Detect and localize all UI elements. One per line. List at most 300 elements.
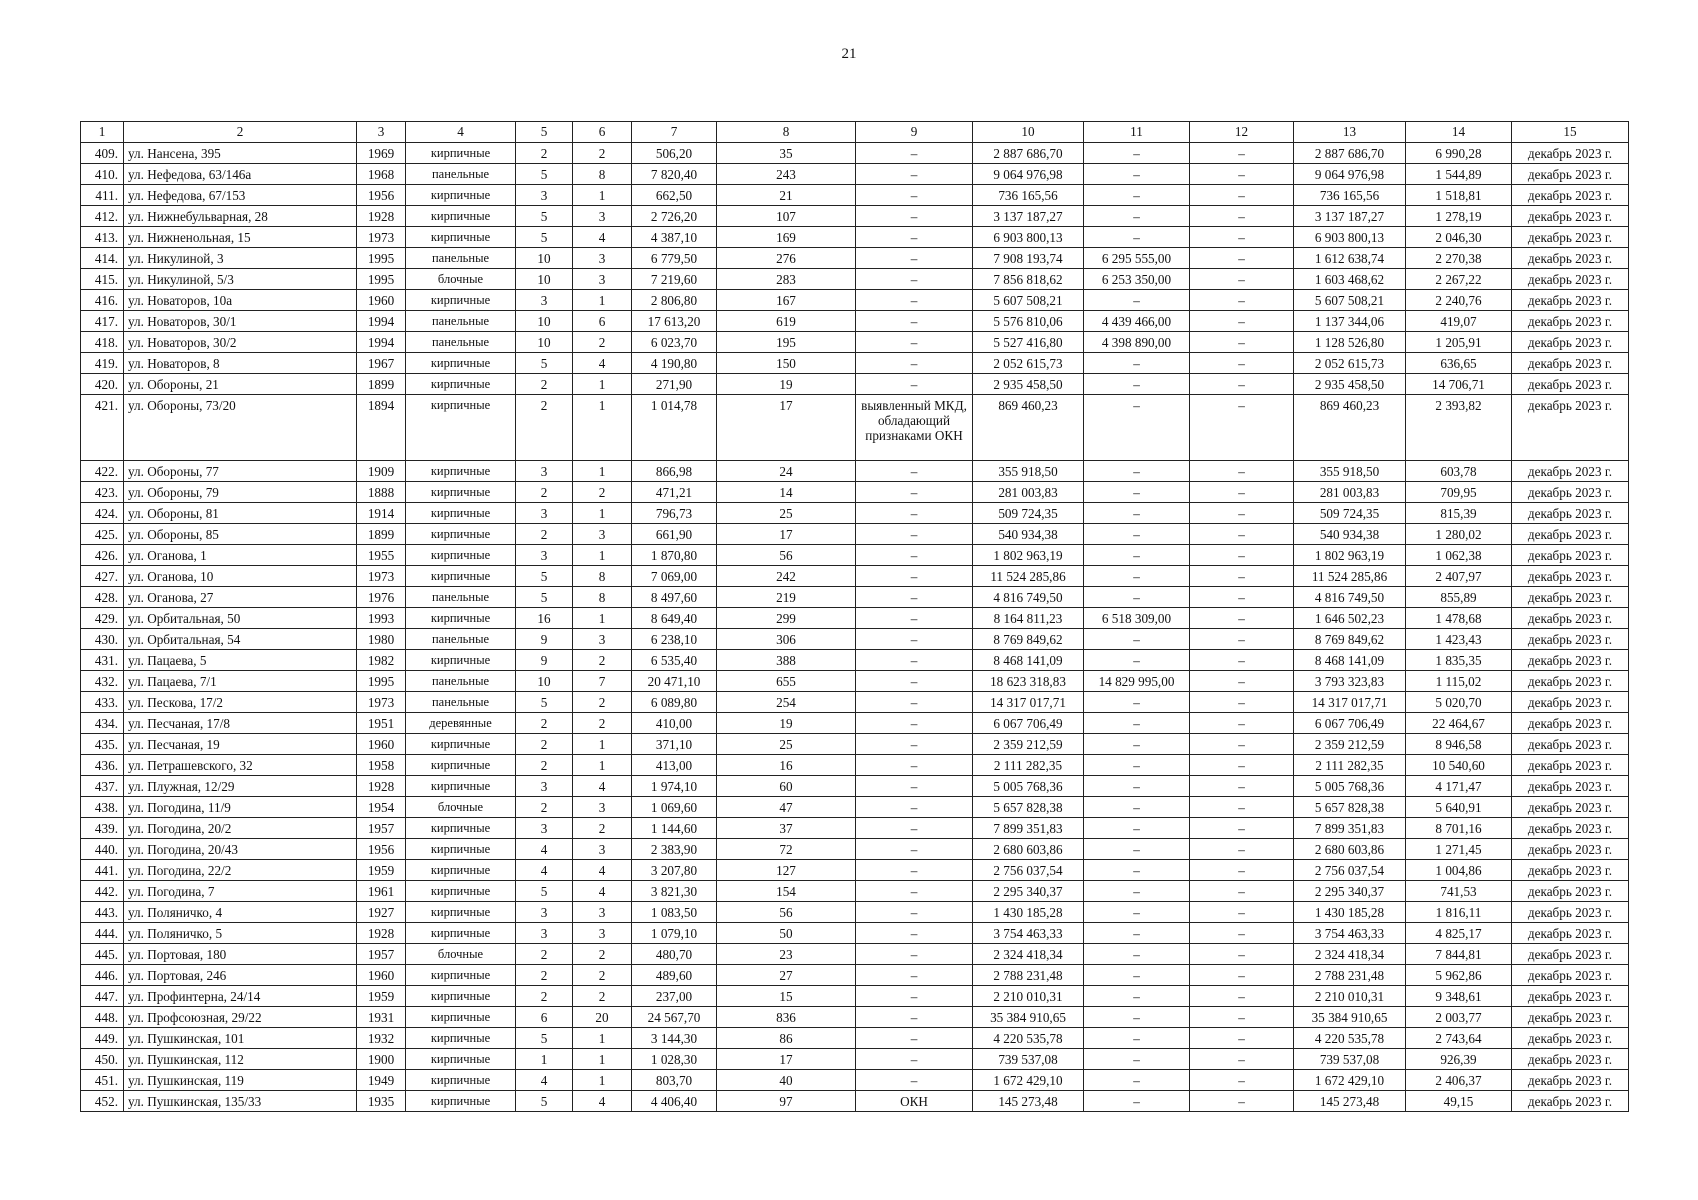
table-cell-col-2: ул. Нижненольная, 15 xyxy=(124,227,357,248)
table-cell-col-4: панельные xyxy=(406,587,516,608)
table-cell-col-10: 7 856 818,62 xyxy=(973,269,1084,290)
table-cell-col-1: 452. xyxy=(81,1091,124,1112)
table-cell-col-13: 8 769 849,62 xyxy=(1294,629,1406,650)
table-cell-col-3: 1928 xyxy=(357,923,406,944)
table-cell-col-9: – xyxy=(856,248,973,269)
table-cell-col-4: панельные xyxy=(406,629,516,650)
table-cell-col-10: 2 324 418,34 xyxy=(973,944,1084,965)
table-cell-col-12: – xyxy=(1190,374,1294,395)
table-cell-col-14: 9 348,61 xyxy=(1406,986,1512,1007)
table-cell-col-4: панельные xyxy=(406,248,516,269)
table-cell-col-2: ул. Новаторов, 30/1 xyxy=(124,311,357,332)
table-cell-col-4: кирпичные xyxy=(406,374,516,395)
table-cell-col-8: 19 xyxy=(717,374,856,395)
table-cell-col-9: – xyxy=(856,143,973,164)
table-cell-col-14: 2 267,22 xyxy=(1406,269,1512,290)
table-cell-col-6: 4 xyxy=(573,1091,632,1112)
table-cell-col-12: – xyxy=(1190,755,1294,776)
table-cell-col-10: 145 273,48 xyxy=(973,1091,1084,1112)
table-row xyxy=(81,524,1629,545)
table-cell-col-12: – xyxy=(1190,143,1294,164)
table-cell-col-2: ул. Никулиной, 5/3 xyxy=(124,269,357,290)
table-cell-col-1: 423. xyxy=(81,482,124,503)
table-cell-col-14: 1 544,89 xyxy=(1406,164,1512,185)
table-cell-col-6: 3 xyxy=(573,923,632,944)
table-cell-col-4: кирпичные xyxy=(406,524,516,545)
table-cell-col-7: 2 806,80 xyxy=(632,290,717,311)
table-cell-col-12: – xyxy=(1190,332,1294,353)
table-row xyxy=(81,629,1629,650)
table-cell-col-5: 2 xyxy=(516,944,573,965)
table-row xyxy=(81,227,1629,248)
table-cell-col-3: 1955 xyxy=(357,545,406,566)
table-cell-col-13: 739 537,08 xyxy=(1294,1049,1406,1070)
column-header-4: 4 xyxy=(406,122,516,143)
table-cell-col-9: – xyxy=(856,965,973,986)
table-cell-col-2: ул. Песчаная, 19 xyxy=(124,734,357,755)
table-cell-col-10: 869 460,23 xyxy=(973,395,1084,461)
table-cell-col-9: – xyxy=(856,944,973,965)
table-cell-col-13: 4 220 535,78 xyxy=(1294,1028,1406,1049)
table-cell-col-3: 1900 xyxy=(357,1049,406,1070)
table-cell-col-9: – xyxy=(856,566,973,587)
table-cell-col-14: 2 003,77 xyxy=(1406,1007,1512,1028)
table-cell-col-3: 1982 xyxy=(357,650,406,671)
table-cell-col-13: 5 607 508,21 xyxy=(1294,290,1406,311)
table-row xyxy=(81,755,1629,776)
table-cell-col-12: – xyxy=(1190,881,1294,902)
table-cell-col-2: ул. Пацаева, 7/1 xyxy=(124,671,357,692)
table-cell-col-10: 18 623 318,83 xyxy=(973,671,1084,692)
table-cell-col-7: 1 028,30 xyxy=(632,1049,717,1070)
table-cell-col-9: – xyxy=(856,818,973,839)
table-cell-col-2: ул. Обороны, 79 xyxy=(124,482,357,503)
table-cell-col-2: ул. Обороны, 73/20 xyxy=(124,395,357,461)
table-cell-col-13: 5 657 828,38 xyxy=(1294,797,1406,818)
table-row xyxy=(81,839,1629,860)
table-cell-col-5: 3 xyxy=(516,818,573,839)
table-cell-col-4: кирпичные xyxy=(406,1028,516,1049)
table-cell-col-10: 5 607 508,21 xyxy=(973,290,1084,311)
table-cell-col-1: 445. xyxy=(81,944,124,965)
table-cell-col-6: 1 xyxy=(573,1028,632,1049)
table-cell-col-10: 5 527 416,80 xyxy=(973,332,1084,353)
table-cell-col-12: – xyxy=(1190,986,1294,1007)
table-cell-col-4: кирпичные xyxy=(406,461,516,482)
table-cell-col-2: ул. Обороны, 85 xyxy=(124,524,357,545)
table-cell-col-3: 1957 xyxy=(357,818,406,839)
table-cell-col-15: декабрь 2023 г. xyxy=(1512,755,1629,776)
table-cell-col-7: 371,10 xyxy=(632,734,717,755)
table-cell-col-12: – xyxy=(1190,269,1294,290)
table-cell-col-12: – xyxy=(1190,965,1294,986)
table-row xyxy=(81,503,1629,524)
table-cell-col-7: 1 069,60 xyxy=(632,797,717,818)
table-row xyxy=(81,1091,1629,1112)
table-cell-col-5: 2 xyxy=(516,482,573,503)
table-cell-col-4: панельные xyxy=(406,164,516,185)
table-cell-col-7: 237,00 xyxy=(632,986,717,1007)
table-cell-col-8: 40 xyxy=(717,1070,856,1091)
table-cell-col-2: ул. Пушкинская, 119 xyxy=(124,1070,357,1091)
table-cell-col-14: 709,95 xyxy=(1406,482,1512,503)
table-cell-col-12: – xyxy=(1190,311,1294,332)
table-cell-col-10: 2 210 010,31 xyxy=(973,986,1084,1007)
table-cell-col-5: 3 xyxy=(516,185,573,206)
table-cell-col-8: 619 xyxy=(717,311,856,332)
table-cell-col-11: – xyxy=(1084,566,1190,587)
table-cell-col-5: 5 xyxy=(516,587,573,608)
table-cell-col-2: ул. Пушкинская, 112 xyxy=(124,1049,357,1070)
table-cell-col-14: 1 518,81 xyxy=(1406,185,1512,206)
table-cell-col-5: 2 xyxy=(516,374,573,395)
table-cell-col-15: декабрь 2023 г. xyxy=(1512,671,1629,692)
table-cell-col-15: декабрь 2023 г. xyxy=(1512,923,1629,944)
table-row xyxy=(81,206,1629,227)
table-cell-col-7: 24 567,70 xyxy=(632,1007,717,1028)
table-cell-col-14: 1 205,91 xyxy=(1406,332,1512,353)
table-cell-col-3: 1935 xyxy=(357,1091,406,1112)
table-cell-col-13: 2 052 615,73 xyxy=(1294,353,1406,374)
table-cell-col-4: кирпичные xyxy=(406,650,516,671)
table-cell-col-5: 6 xyxy=(516,1007,573,1028)
table-cell-col-6: 8 xyxy=(573,587,632,608)
table-cell-col-11: – xyxy=(1084,881,1190,902)
table-cell-col-6: 1 xyxy=(573,395,632,461)
table-cell-col-14: 1 835,35 xyxy=(1406,650,1512,671)
table-cell-col-6: 2 xyxy=(573,692,632,713)
table-row xyxy=(81,1028,1629,1049)
table-cell-col-1: 415. xyxy=(81,269,124,290)
table-cell-col-7: 2 726,20 xyxy=(632,206,717,227)
table-cell-col-15: декабрь 2023 г. xyxy=(1512,587,1629,608)
table-cell-col-15: декабрь 2023 г. xyxy=(1512,986,1629,1007)
column-header-1: 1 xyxy=(81,122,124,143)
table-cell-col-2: ул. Профсоюзная, 29/22 xyxy=(124,1007,357,1028)
table-cell-col-14: 603,78 xyxy=(1406,461,1512,482)
table-cell-col-13: 6 903 800,13 xyxy=(1294,227,1406,248)
table-cell-col-1: 409. xyxy=(81,143,124,164)
table-cell-col-11: 6 253 350,00 xyxy=(1084,269,1190,290)
table-cell-col-11: – xyxy=(1084,986,1190,1007)
table-cell-col-6: 3 xyxy=(573,902,632,923)
table-cell-col-8: 17 xyxy=(717,395,856,461)
table-cell-col-7: 3 821,30 xyxy=(632,881,717,902)
table-cell-col-14: 6 990,28 xyxy=(1406,143,1512,164)
table-cell-col-7: 17 613,20 xyxy=(632,311,717,332)
table-cell-col-11: – xyxy=(1084,860,1190,881)
table-cell-col-2: ул. Оганова, 10 xyxy=(124,566,357,587)
table-cell-col-5: 4 xyxy=(516,1070,573,1091)
table-cell-col-9: – xyxy=(856,923,973,944)
table-cell-col-15: декабрь 2023 г. xyxy=(1512,860,1629,881)
table-cell-col-3: 1967 xyxy=(357,353,406,374)
table-cell-col-10: 355 918,50 xyxy=(973,461,1084,482)
table-cell-col-4: панельные xyxy=(406,692,516,713)
table-cell-col-6: 3 xyxy=(573,206,632,227)
table-cell-col-13: 355 918,50 xyxy=(1294,461,1406,482)
table-cell-col-7: 6 535,40 xyxy=(632,650,717,671)
table-cell-col-6: 1 xyxy=(573,608,632,629)
table-cell-col-14: 1 271,45 xyxy=(1406,839,1512,860)
table-cell-col-4: кирпичные xyxy=(406,923,516,944)
table-cell-col-9: – xyxy=(856,1070,973,1091)
table-cell-col-13: 281 003,83 xyxy=(1294,482,1406,503)
table-cell-col-12: – xyxy=(1190,395,1294,461)
table-cell-col-3: 1927 xyxy=(357,902,406,923)
table-cell-col-5: 3 xyxy=(516,776,573,797)
table-cell-col-10: 2 680 603,86 xyxy=(973,839,1084,860)
table-cell-col-1: 426. xyxy=(81,545,124,566)
table-cell-col-11: – xyxy=(1084,902,1190,923)
table-cell-col-8: 16 xyxy=(717,755,856,776)
table-cell-col-15: декабрь 2023 г. xyxy=(1512,965,1629,986)
table-cell-col-5: 5 xyxy=(516,227,573,248)
table-row xyxy=(81,923,1629,944)
table-cell-col-6: 4 xyxy=(573,227,632,248)
table-cell-col-6: 2 xyxy=(573,482,632,503)
table-cell-col-3: 1949 xyxy=(357,1070,406,1091)
table-cell-col-12: – xyxy=(1190,713,1294,734)
table-cell-col-14: 2 270,38 xyxy=(1406,248,1512,269)
table-cell-col-10: 509 724,35 xyxy=(973,503,1084,524)
table-cell-col-5: 5 xyxy=(516,164,573,185)
table-cell-col-5: 5 xyxy=(516,206,573,227)
table-cell-col-11: – xyxy=(1084,461,1190,482)
table-row xyxy=(81,545,1629,566)
table-cell-col-15: декабрь 2023 г. xyxy=(1512,545,1629,566)
table-cell-col-7: 506,20 xyxy=(632,143,717,164)
table-cell-col-6: 1 xyxy=(573,503,632,524)
table-cell-col-5: 16 xyxy=(516,608,573,629)
column-header-3: 3 xyxy=(357,122,406,143)
table-cell-col-7: 413,00 xyxy=(632,755,717,776)
table-cell-col-1: 444. xyxy=(81,923,124,944)
table-cell-col-4: блочные xyxy=(406,269,516,290)
table-cell-col-5: 3 xyxy=(516,461,573,482)
table-cell-col-3: 1993 xyxy=(357,608,406,629)
table-cell-col-5: 1 xyxy=(516,1049,573,1070)
table-cell-col-4: кирпичные xyxy=(406,143,516,164)
table-cell-col-10: 1 430 185,28 xyxy=(973,902,1084,923)
table-cell-col-10: 2 359 212,59 xyxy=(973,734,1084,755)
table-cell-col-10: 7 908 193,74 xyxy=(973,248,1084,269)
table-cell-col-10: 2 052 615,73 xyxy=(973,353,1084,374)
table-cell-col-3: 1909 xyxy=(357,461,406,482)
table-cell-col-10: 6 903 800,13 xyxy=(973,227,1084,248)
table-cell-col-13: 1 128 526,80 xyxy=(1294,332,1406,353)
table-cell-col-13: 1 430 185,28 xyxy=(1294,902,1406,923)
table-cell-col-12: – xyxy=(1190,482,1294,503)
table-cell-col-13: 1 672 429,10 xyxy=(1294,1070,1406,1091)
table-cell-col-9: ОКН xyxy=(856,1091,973,1112)
table-cell-col-9: – xyxy=(856,164,973,185)
table-cell-col-11: – xyxy=(1084,1049,1190,1070)
table-cell-col-1: 410. xyxy=(81,164,124,185)
housing-table xyxy=(80,121,1629,1112)
table-cell-col-14: 4 825,17 xyxy=(1406,923,1512,944)
table-cell-col-13: 6 067 706,49 xyxy=(1294,713,1406,734)
table-cell-col-6: 4 xyxy=(573,776,632,797)
table-cell-col-11: – xyxy=(1084,776,1190,797)
table-cell-col-5: 4 xyxy=(516,839,573,860)
table-cell-col-9: выявленный МКД, обладающий признаками ОКН xyxy=(856,395,973,461)
table-cell-col-13: 1 137 344,06 xyxy=(1294,311,1406,332)
table-cell-col-1: 412. xyxy=(81,206,124,227)
table-cell-col-8: 242 xyxy=(717,566,856,587)
table-cell-col-6: 1 xyxy=(573,374,632,395)
table-cell-col-3: 1995 xyxy=(357,671,406,692)
table-cell-col-8: 836 xyxy=(717,1007,856,1028)
table-cell-col-12: – xyxy=(1190,629,1294,650)
table-cell-col-9: – xyxy=(856,608,973,629)
table-cell-col-11: 4 398 890,00 xyxy=(1084,332,1190,353)
table-cell-col-13: 509 724,35 xyxy=(1294,503,1406,524)
table-cell-col-14: 1 280,02 xyxy=(1406,524,1512,545)
table-cell-col-13: 7 899 351,83 xyxy=(1294,818,1406,839)
table-cell-col-15: декабрь 2023 г. xyxy=(1512,1028,1629,1049)
table-cell-col-2: ул. Пескова, 17/2 xyxy=(124,692,357,713)
table-cell-col-4: кирпичные xyxy=(406,608,516,629)
table-cell-col-8: 127 xyxy=(717,860,856,881)
housing-table-container xyxy=(80,121,1629,1112)
table-cell-col-11: – xyxy=(1084,965,1190,986)
table-row xyxy=(81,395,1629,461)
table-cell-col-12: – xyxy=(1190,839,1294,860)
table-cell-col-15: декабрь 2023 г. xyxy=(1512,227,1629,248)
table-cell-col-9: – xyxy=(856,587,973,608)
table-cell-col-15: декабрь 2023 г. xyxy=(1512,650,1629,671)
table-cell-col-13: 540 934,38 xyxy=(1294,524,1406,545)
table-cell-col-6: 7 xyxy=(573,671,632,692)
table-cell-col-12: – xyxy=(1190,587,1294,608)
table-cell-col-9: – xyxy=(856,1049,973,1070)
table-cell-col-11: 6 295 555,00 xyxy=(1084,248,1190,269)
table-cell-col-2: ул. Портовая, 246 xyxy=(124,965,357,986)
table-cell-col-8: 150 xyxy=(717,353,856,374)
table-cell-col-8: 107 xyxy=(717,206,856,227)
table-cell-col-10: 2 756 037,54 xyxy=(973,860,1084,881)
table-cell-col-7: 7 219,60 xyxy=(632,269,717,290)
table-cell-col-11: – xyxy=(1084,1091,1190,1112)
table-cell-col-7: 4 387,10 xyxy=(632,227,717,248)
table-cell-col-11: – xyxy=(1084,206,1190,227)
table-cell-col-4: кирпичные xyxy=(406,227,516,248)
table-cell-col-5: 2 xyxy=(516,734,573,755)
table-cell-col-15: декабрь 2023 г. xyxy=(1512,461,1629,482)
table-cell-col-11: – xyxy=(1084,944,1190,965)
table-cell-col-4: кирпичные xyxy=(406,1070,516,1091)
table-cell-col-8: 72 xyxy=(717,839,856,860)
table-cell-col-4: кирпичные xyxy=(406,353,516,374)
table-cell-col-8: 97 xyxy=(717,1091,856,1112)
table-cell-col-7: 489,60 xyxy=(632,965,717,986)
table-cell-col-12: – xyxy=(1190,692,1294,713)
column-header-5: 5 xyxy=(516,122,573,143)
table-cell-col-2: ул. Орбитальная, 50 xyxy=(124,608,357,629)
table-cell-col-6: 2 xyxy=(573,332,632,353)
table-cell-col-4: блочные xyxy=(406,797,516,818)
column-header-6: 6 xyxy=(573,122,632,143)
table-cell-col-4: кирпичные xyxy=(406,185,516,206)
table-cell-col-14: 7 844,81 xyxy=(1406,944,1512,965)
table-cell-col-15: декабрь 2023 г. xyxy=(1512,1091,1629,1112)
table-cell-col-2: ул. Поляничко, 4 xyxy=(124,902,357,923)
table-cell-col-7: 1 079,10 xyxy=(632,923,717,944)
table-cell-col-11: 4 439 466,00 xyxy=(1084,311,1190,332)
table-cell-col-9: – xyxy=(856,374,973,395)
table-cell-col-10: 5 576 810,06 xyxy=(973,311,1084,332)
table-cell-col-5: 5 xyxy=(516,692,573,713)
table-cell-col-8: 47 xyxy=(717,797,856,818)
table-cell-col-8: 50 xyxy=(717,923,856,944)
table-cell-col-1: 450. xyxy=(81,1049,124,1070)
table-cell-col-15: декабрь 2023 г. xyxy=(1512,839,1629,860)
table-cell-col-1: 447. xyxy=(81,986,124,1007)
table-row xyxy=(81,902,1629,923)
table-cell-col-13: 9 064 976,98 xyxy=(1294,164,1406,185)
table-cell-col-8: 35 xyxy=(717,143,856,164)
table-cell-col-15: декабрь 2023 г. xyxy=(1512,608,1629,629)
table-cell-col-7: 2 383,90 xyxy=(632,839,717,860)
table-cell-col-10: 2 788 231,48 xyxy=(973,965,1084,986)
table-cell-col-1: 442. xyxy=(81,881,124,902)
table-cell-col-13: 3 793 323,83 xyxy=(1294,671,1406,692)
table-cell-col-13: 869 460,23 xyxy=(1294,395,1406,461)
table-cell-col-12: – xyxy=(1190,860,1294,881)
table-cell-col-15: декабрь 2023 г. xyxy=(1512,902,1629,923)
table-cell-col-15: декабрь 2023 г. xyxy=(1512,1049,1629,1070)
table-row xyxy=(81,776,1629,797)
table-row xyxy=(81,965,1629,986)
table-cell-col-8: 24 xyxy=(717,461,856,482)
table-cell-col-1: 427. xyxy=(81,566,124,587)
page-number: 21 xyxy=(841,46,857,62)
table-cell-col-1: 437. xyxy=(81,776,124,797)
table-cell-col-10: 4 816 749,50 xyxy=(973,587,1084,608)
table-cell-col-5: 3 xyxy=(516,545,573,566)
table-cell-col-6: 1 xyxy=(573,290,632,311)
table-cell-col-10: 736 165,56 xyxy=(973,185,1084,206)
table-cell-col-15: декабрь 2023 г. xyxy=(1512,1070,1629,1091)
table-cell-col-5: 2 xyxy=(516,524,573,545)
table-cell-col-14: 49,15 xyxy=(1406,1091,1512,1112)
column-header-10: 10 xyxy=(973,122,1084,143)
table-cell-col-5: 2 xyxy=(516,143,573,164)
table-cell-col-3: 1973 xyxy=(357,566,406,587)
table-cell-col-7: 8 649,40 xyxy=(632,608,717,629)
table-cell-col-15: декабрь 2023 г. xyxy=(1512,566,1629,587)
table-cell-col-1: 440. xyxy=(81,839,124,860)
table-cell-col-2: ул. Обороны, 77 xyxy=(124,461,357,482)
table-cell-col-15: декабрь 2023 г. xyxy=(1512,311,1629,332)
table-cell-col-5: 5 xyxy=(516,566,573,587)
table-cell-col-4: кирпичные xyxy=(406,755,516,776)
table-cell-col-1: 432. xyxy=(81,671,124,692)
table-row xyxy=(81,374,1629,395)
table-cell-col-15: декабрь 2023 г. xyxy=(1512,395,1629,461)
table-cell-col-3: 1928 xyxy=(357,776,406,797)
table-cell-col-15: декабрь 2023 г. xyxy=(1512,206,1629,227)
table-cell-col-11: – xyxy=(1084,503,1190,524)
table-cell-col-14: 2 046,30 xyxy=(1406,227,1512,248)
table-cell-col-2: ул. Нефедова, 67/153 xyxy=(124,185,357,206)
table-cell-col-10: 1 802 963,19 xyxy=(973,545,1084,566)
table-cell-col-1: 414. xyxy=(81,248,124,269)
table-cell-col-1: 433. xyxy=(81,692,124,713)
table-cell-col-13: 5 005 768,36 xyxy=(1294,776,1406,797)
table-cell-col-9: – xyxy=(856,650,973,671)
